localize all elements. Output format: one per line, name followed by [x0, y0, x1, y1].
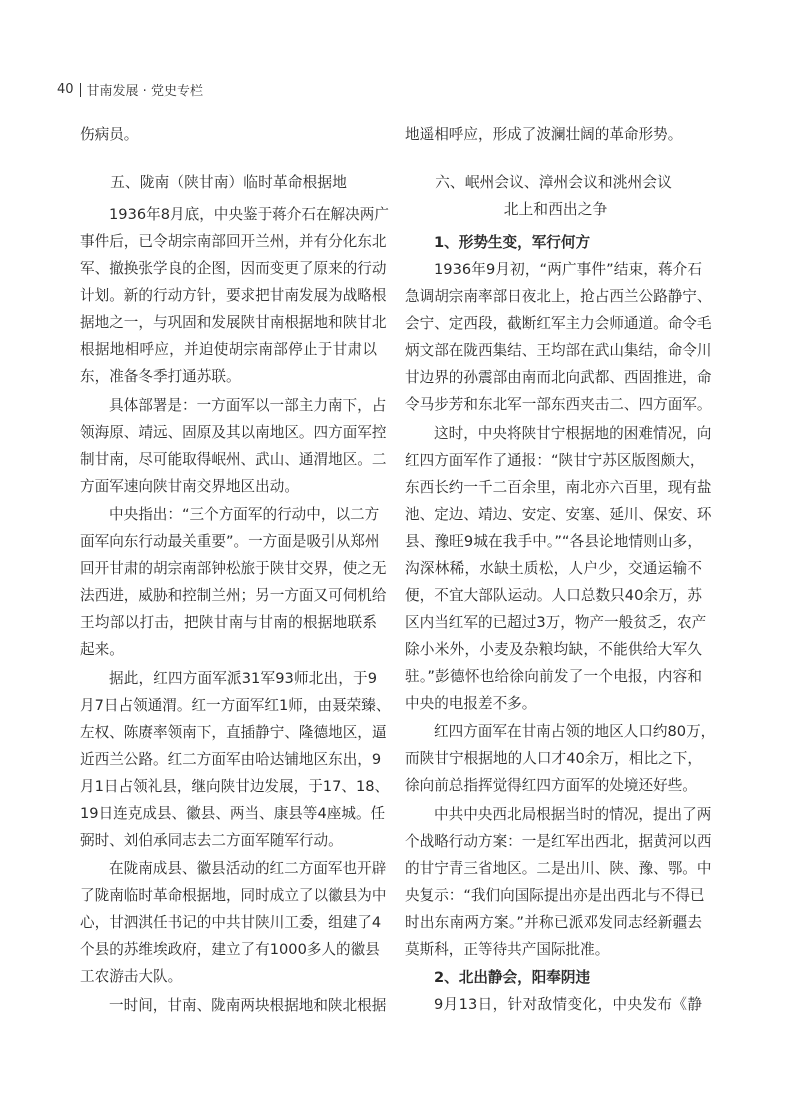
left-paragraphs — [80, 201, 391, 1019]
text-line: 令马步芳和东北军一部东西夹击二、四方面军。 — [405, 396, 712, 413]
text-line: 左权、陈赓率领南下，直插静宁、隆德地区，逼 — [80, 723, 387, 741]
text-line: 据地之一，与巩固和发展陕甘南根据地和陕甘北 — [80, 314, 387, 331]
text-line: 制甘南，尽可能取得岷州、武山、通渭地区。二 — [80, 450, 387, 468]
text-line: 东，准备冬季打通苏联。 — [80, 368, 241, 385]
paragraph — [80, 201, 389, 390]
text-line: 东西长约一千二百余里，南北亦六百里，现有盐 — [405, 478, 712, 496]
text-line: 弼时、刘伯承同志去二方面军随军行动。 — [80, 831, 343, 849]
text-line: 央复示：“我们向国际提出亦是出西北与不得已 — [405, 886, 705, 904]
text-line: 县、豫旺9城在我手中。”“各县论地情则山多， — [405, 532, 702, 550]
text-line: 这时，中央将陕甘宁根据地的困难情况，向 — [434, 424, 712, 442]
text-line: 沟深林稀，水缺土质松，人户少，交通运输不 — [405, 559, 702, 577]
section-heading-6-line1: 六、岷州会议、漳州会议和洮州会议 — [435, 174, 672, 191]
text-line: 徐向前总指挥觉得红四方面军的处境还好些。 — [405, 777, 697, 794]
text-line: 个县的苏维埃政府，建立了有1000多人的徽县 — [80, 941, 380, 958]
text-line: 急调胡宗南率部日夜北上，抢占西兰公路静宁、 — [405, 288, 712, 305]
left-column — [80, 121, 391, 1020]
text-line: 中央的电报差不多。 — [405, 694, 537, 712]
page-number: 40 — [57, 82, 74, 97]
text-line: 一时间，甘南、陇南两块根据地和陕北根据 — [109, 996, 387, 1014]
subheading-2: 2、北出静会，阳奉阴违 — [434, 969, 591, 986]
paragraph — [80, 855, 387, 990]
text-line: 会宁、定西段，截断红军主力会师通道。命令毛 — [405, 315, 712, 332]
text-line: 池、定边、靖边、安定、安塞、延川、保安、环 — [405, 505, 712, 523]
paragraph — [405, 991, 702, 1018]
text-line: 王均部以打击，把陕甘南与甘南的根据地联系 — [80, 614, 377, 631]
text-line: 中央指出：“三个方面军的行动中，以二方 — [109, 506, 380, 523]
text-line: 心，甘泗淇任书记的中共甘陕川工委，组建了4 — [80, 914, 382, 931]
text-line: 便，不宜大部队运动。人口总数只40余万，苏 — [405, 586, 702, 604]
page-header — [57, 80, 203, 99]
paragraph — [405, 801, 712, 963]
section-heading-5: 五、陇南（陕甘南）临时革命根据地 — [110, 174, 347, 191]
text-line: 领海原、靖远、固原及其以南地区。四方面军控 — [80, 423, 387, 441]
paragraph — [80, 392, 387, 500]
text-line: 除小米外，小麦及杂粮均缺，不能供给大军久 — [405, 640, 702, 658]
text-line: 的甘宁青三省地区。二是出川、陕、豫、鄂。中 — [405, 859, 712, 877]
text-line: 1936年9月初，“两广事件”结束，蒋介石 — [434, 261, 702, 278]
text-line: 法西进，威胁和控制兰州；另一方面又可伺机给 — [80, 587, 387, 604]
text-line: 时出东南两方案。”并称已派邓发同志经新疆去 — [405, 913, 702, 931]
paragraph — [80, 992, 387, 1019]
text-line: 月7日占领通渭。红一方面军红1师，由聂荣臻、 — [80, 696, 391, 714]
paragraph — [80, 665, 391, 854]
text-line: 回开甘肃的胡宗南部钟松旅于陕甘交界，使之无 — [80, 560, 387, 577]
section-heading-6-line2: 北上和西出之争 — [503, 201, 608, 218]
paragraph — [80, 501, 387, 663]
text-line: 而陕甘宁根据地的人口才40余万，相比之下， — [405, 750, 702, 767]
text-line: 军、撤换张学良的企图，因而变更了原来的行动 — [80, 260, 387, 277]
text-line: 9月13日，针对敌情变化，中央发布《静 — [434, 996, 702, 1013]
paragraph — [405, 420, 712, 717]
right-paragraphs-a — [405, 256, 716, 963]
text-line: 红四方面军作了通报：“陕甘宁苏区版图颇大， — [405, 451, 705, 469]
text-line: 个战略行动方案：一是红军出西北，据黄河以西 — [405, 832, 712, 850]
text-line: 19日连克成县、徽县、两当、康县等4座城。任 — [80, 804, 386, 822]
text-line: 甘边界的孙震部由南而北向武都、西固推进，命 — [405, 369, 712, 386]
text-line: 近西兰公路。红二方面军由哈达铺地区东出，9 — [80, 750, 382, 768]
carry-over-line: 地遥相呼应，形成了波澜壮阔的革命形势。 — [405, 126, 683, 143]
text-line: 了陇南临时革命根据地，同时成立了以徽县为中 — [80, 887, 387, 904]
paragraph — [405, 256, 712, 418]
text-line: 在陇南成县、徽县活动的红二方面军也开辟 — [109, 860, 387, 877]
text-line: 根据地相呼应，并迫使胡宗南部停止于甘肃以 — [80, 341, 377, 358]
text-line: 工农游击大队。 — [80, 968, 183, 985]
text-line: 月1日占领礼县，继向陕甘边发展，于17、18、 — [80, 777, 390, 795]
header-divider — [80, 83, 81, 97]
text-line: 面军向东行动最关重要”。一方面是吸引从郑州 — [80, 533, 380, 550]
right-column — [405, 121, 716, 1020]
text-line: 事件后，已令胡宗南部回开兰州，并有分化东北 — [80, 233, 387, 250]
text-line: 方面军速向陕甘南交界地区出动。 — [80, 477, 299, 495]
text-line: 莫斯科，正等待共产国际批准。 — [405, 940, 610, 958]
right-paragraphs-b — [405, 991, 702, 1018]
text-line: 红四方面军在甘南占领的地区人口约80万， — [434, 723, 716, 740]
text-line: 起来。 — [80, 641, 124, 658]
text-line: 1936年8月底，中央鉴于蒋介石在解决两广 — [109, 206, 389, 223]
subheading-1: 1、形势生变，军行何方 — [434, 234, 591, 251]
text-line: 驻。”彭德怀也给徐向前发了一个电报，内容和 — [405, 667, 702, 685]
text-line: 据此，红四方面军派31军93师北出，于9 — [109, 669, 377, 687]
section-title: 甘南发展 · 党史专栏 — [86, 84, 203, 99]
text-line: 具体部署是：一方面军以一部主力南下，占 — [109, 396, 387, 414]
carry-over-line: 伤病员。 — [80, 126, 139, 143]
text-line: 区内当红军的已超过3万，物产一般贫乏，农产 — [405, 613, 707, 631]
text-line: 中共中央西北局根据当时的情况，提出了两 — [434, 805, 712, 823]
text-line: 炳文部在陇西集结、王均部在武山集结，命令川 — [405, 342, 712, 359]
paragraph — [405, 718, 716, 799]
text-line: 计划。新的行动方针，要求把甘南发展为战略根 — [80, 287, 387, 304]
